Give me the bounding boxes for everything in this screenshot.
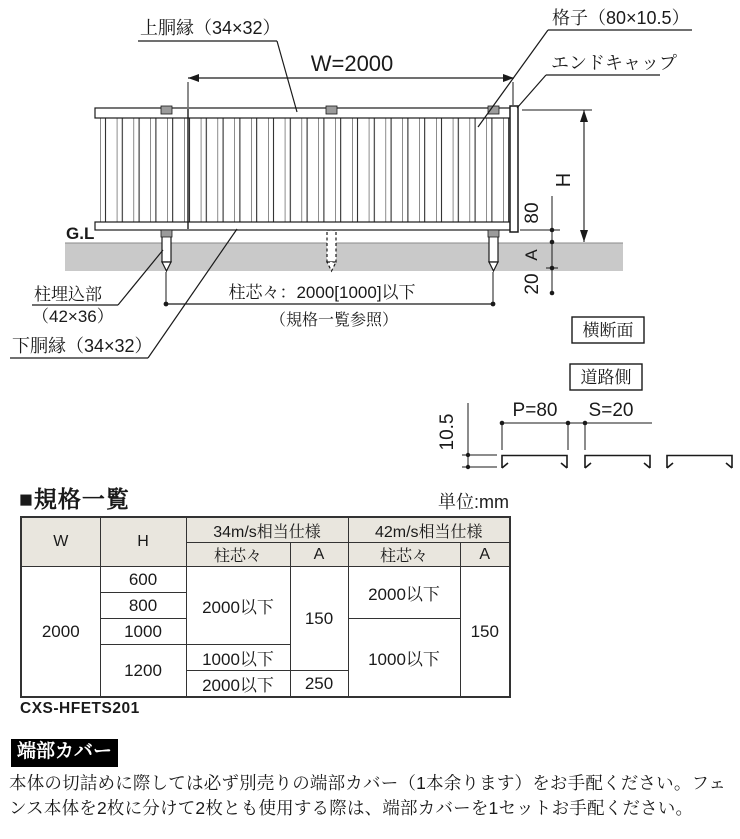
col-header-a-42: A bbox=[460, 543, 510, 567]
end-cap-label: エンドキャップ bbox=[551, 53, 677, 73]
note-body-text: 本体の切詰めに際しては必ず別売りの端部カバー（1本余ります）をお手配ください。フェンス本体を2枚に分けて2枚とも使用する際は、端部カバーを1セットお手配ください。 bbox=[9, 773, 727, 819]
bottom-rail-label: 下胴縁（34×32） bbox=[12, 336, 153, 356]
col-header-a-34: A bbox=[290, 543, 348, 567]
col-header-pitch-34: 柱芯々 bbox=[186, 543, 290, 567]
cell-p34-1000: 1000以下 bbox=[186, 645, 290, 671]
profile-pitch-label: P=80 bbox=[512, 400, 558, 421]
cell-h-1000: 1000 bbox=[100, 619, 186, 645]
col-header-pitch-42: 柱芯々 bbox=[348, 543, 460, 567]
cell-p42-2000: 2000以下 bbox=[348, 567, 460, 619]
cell-a42-150: 150 bbox=[460, 567, 510, 698]
post-embed-label: 柱埋込部 bbox=[34, 285, 102, 304]
cross-section-tag bbox=[572, 317, 644, 343]
col-header-42ms: 42m/s相当仕様 bbox=[348, 517, 510, 543]
lattice-slats bbox=[98, 118, 512, 222]
slat-profiles bbox=[502, 456, 732, 469]
road-side-label: 道路側 bbox=[580, 368, 632, 387]
cell-p42-1000: 1000以下 bbox=[348, 619, 460, 698]
col-header-w: W bbox=[21, 517, 100, 567]
end-cap bbox=[510, 106, 518, 232]
cross-section-label: 横断面 bbox=[582, 321, 634, 340]
width-dimension-label: W=2000 bbox=[310, 51, 394, 76]
ground-level-label: G.L bbox=[66, 224, 95, 243]
profile-height-label: 10.5 bbox=[437, 413, 458, 451]
h-dimension-label: H bbox=[553, 172, 575, 188]
col-header-34ms: 34m/s相当仕様 bbox=[186, 517, 348, 543]
road-side-tag bbox=[570, 364, 642, 390]
lattice-label: 格子（80×10.5） bbox=[552, 8, 690, 28]
cell-a34-250: 250 bbox=[290, 671, 348, 698]
callout-end-cap bbox=[517, 53, 677, 108]
cell-a34-150: 150 bbox=[290, 567, 348, 671]
spec-section-title: ■規格一覧 bbox=[19, 486, 130, 512]
dimension-80 bbox=[520, 196, 560, 244]
dimension-w bbox=[188, 74, 514, 107]
top-rail-label: 上胴縁（34×32） bbox=[140, 18, 281, 38]
fence-panel bbox=[95, 106, 518, 237]
post-embed-size: （42×36） bbox=[32, 307, 114, 326]
note-label-badge: 端部カバー bbox=[11, 739, 118, 767]
col-header-h: H bbox=[100, 517, 186, 567]
cell-h-600: 600 bbox=[100, 567, 186, 593]
cell-h-800: 800 bbox=[100, 593, 186, 619]
cell-p34-2000: 2000以下 bbox=[186, 567, 290, 645]
callout-top-rail bbox=[138, 18, 297, 112]
dim-a-label: A bbox=[522, 249, 541, 261]
table-row bbox=[21, 567, 510, 593]
post-pitch-note: （規格一覧参照） bbox=[269, 312, 399, 329]
dim-80-label: 80 bbox=[522, 202, 543, 224]
cell-p34-2000b: 2000以下 bbox=[186, 671, 290, 698]
model-number: CXS-HFETS201 bbox=[20, 700, 140, 717]
cell-w-2000: 2000 bbox=[21, 567, 100, 698]
post-pitch-label: 柱芯々：2000[1000]以下 bbox=[228, 283, 416, 302]
profile-gap-label: S=20 bbox=[588, 400, 634, 421]
cell-h-1200: 1200 bbox=[100, 645, 186, 698]
unit-label: 単位:mm bbox=[438, 492, 509, 512]
spec-table bbox=[20, 516, 511, 698]
dimension-post-pitch bbox=[164, 272, 496, 329]
slat-profile-detail bbox=[437, 400, 732, 469]
dimension-20 bbox=[522, 268, 554, 295]
dim-20-label: 20 bbox=[522, 273, 543, 295]
top-rail bbox=[95, 108, 517, 118]
bottom-rail bbox=[95, 222, 517, 230]
